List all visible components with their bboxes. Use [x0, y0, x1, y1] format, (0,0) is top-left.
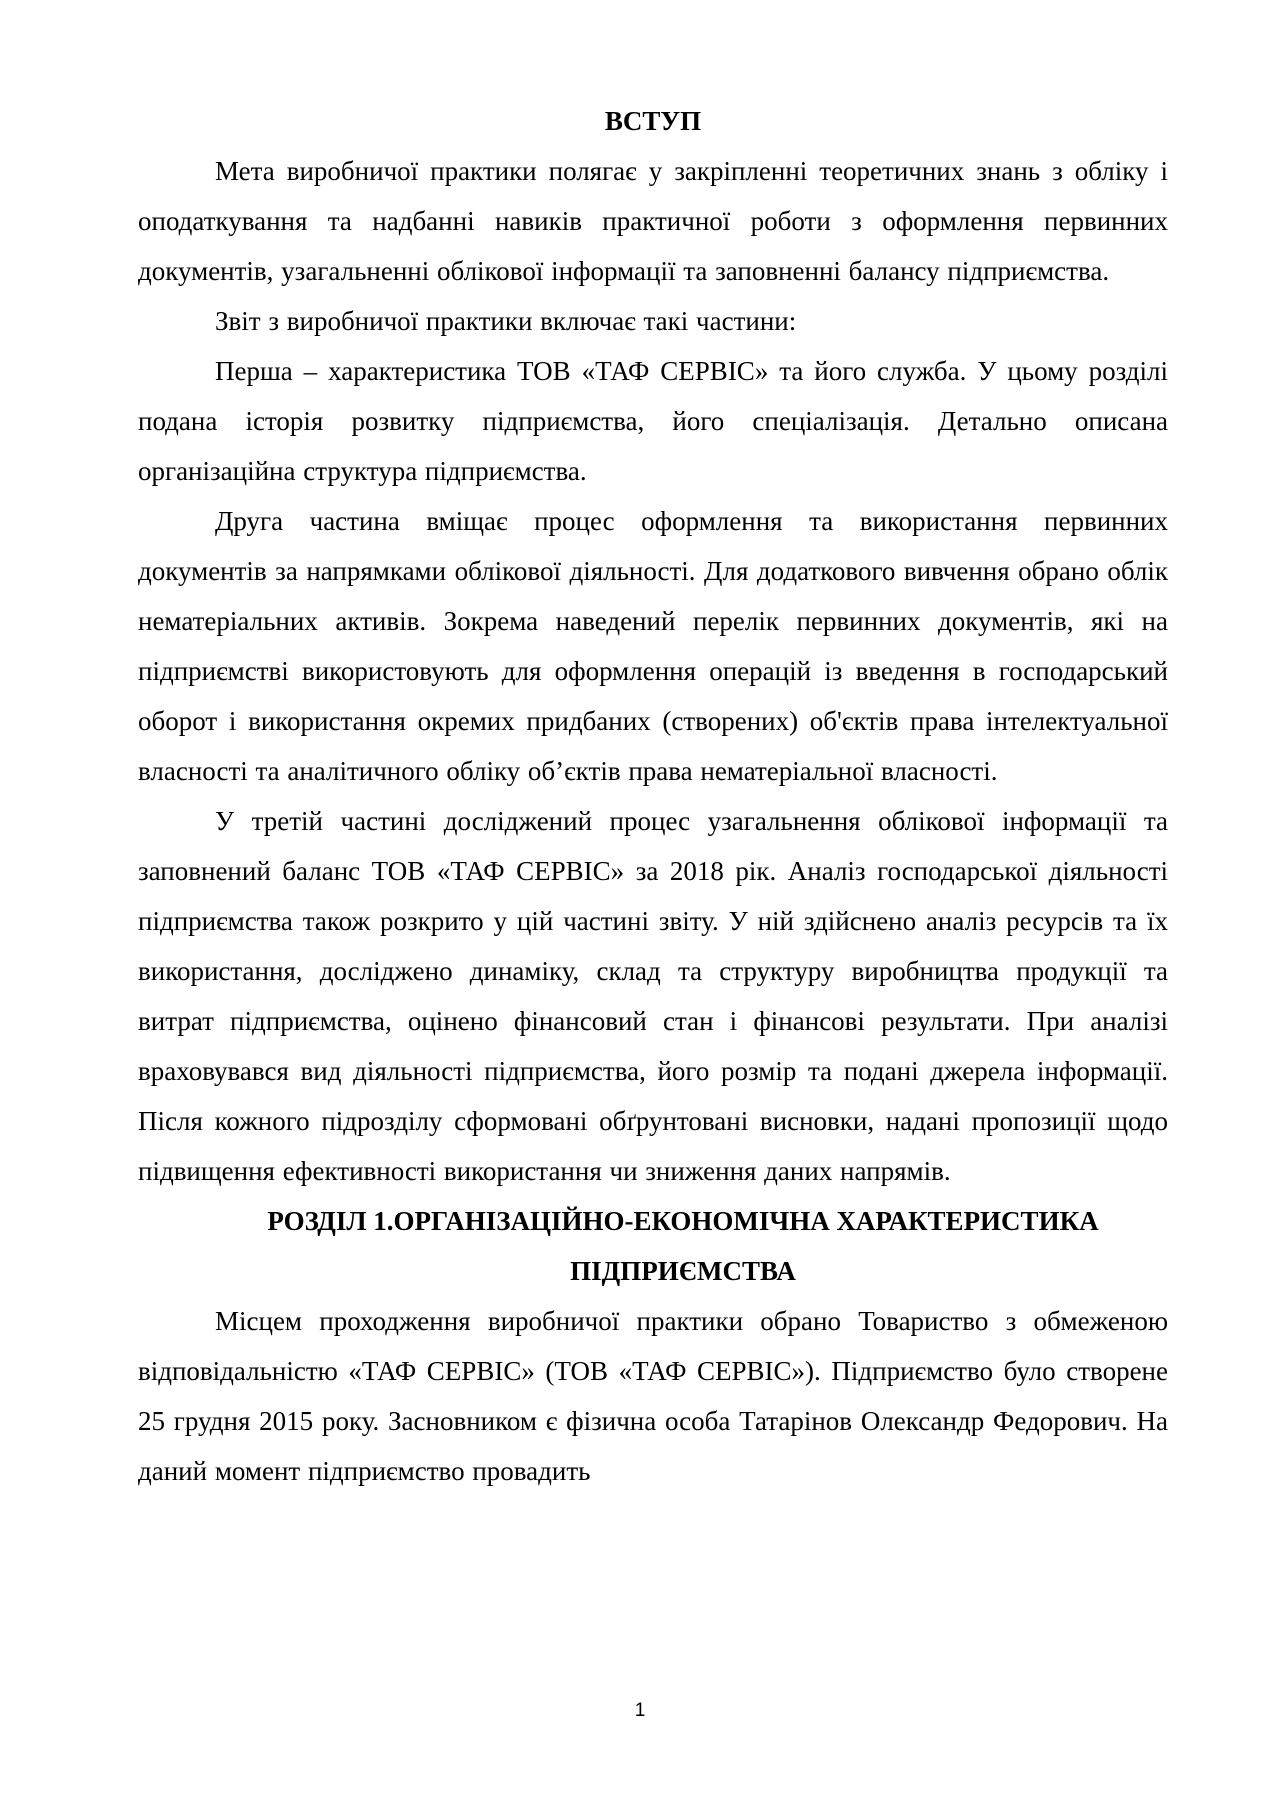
document-page — [138, 96, 1168, 1496]
chapter-title — [138, 1196, 1168, 1296]
page-number: 1 — [634, 1700, 646, 1721]
paragraph-part-three: У третій частині досліджений процес узагальнення облікової інформації та заповнений баланс ТОВ «ТАФ СЕРВІС» за 2018 рік. Аналіз господарської діяльності підприємства також розкрито у цій частині звіту. У ній здійснено аналіз ресурсів та їх використання, досліджено динаміку, склад та структуру виробництва продукції та витрат підприємства, оцінено фінансовий стан і фінансові результати. При аналізі враховувався вид діяльності підприємства, його розмір та подані джерела інформації. Після кожного підрозділу сформовані обґрунтовані висновки, надані пропозиції щодо підвищення ефективності використання чи зниження даних напрямів. — [138, 806, 1168, 1186]
paragraph-part-one: Перша – характеристика ТОВ «ТАФ СЕРВІС» та його служба. У цьому розділі подана історія розвитку підприємства, його спеціалізація. Детально описана організаційна структура підприємства. — [138, 356, 1168, 486]
chapter-title-line2: ПІДПРИЄМСТВА — [570, 1256, 796, 1286]
section-heading: ВСТУП — [604, 106, 702, 136]
paragraph-report-parts: Звіт з виробничої практики включає такі частини: — [215, 306, 797, 336]
paragraph-purpose: Мета виробничої практики полягає у закріпленні теоретичних знань з обліку і оподаткування та надбанні навиків практичної роботи з оформлення первинних документів, узагальненні облікової інформації та заповненні балансу підприємства. — [138, 156, 1168, 286]
paragraph-part-two: Друга частина вміщає процес оформлення та використання первинних документів за напрямками облікової діяльності. Для додаткового вивчення обрано облік нематеріальних активів. Зокрема наведений перелік первинних документів, які на підприємстві використовують для оформлення операцій із введення в господарський оборот і використання окремих придбаних (створених) об'єктів права інтелектуальної власності та аналітичного обліку об’єктів права нематеріальної власності. — [138, 506, 1168, 786]
chapter-title-line1: РОЗДІЛ 1.ОРГАНІЗАЦІЙНО-ЕКОНОМІЧНА ХАРАКТЕРИСТИКА — [267, 1206, 1099, 1236]
paragraph-chapter-intro: Місцем проходження виробничої практики обрано Товариство з обмеженою відповідальністю «ТАФ СЕРВІС» (ТОВ «ТАФ СЕРВІС»). Підприємство було створене 25 грудня 2015 року. Засновником є фізична особа Татарінов Олександр Федорович. На даний момент підприємство провадить — [138, 1306, 1168, 1486]
